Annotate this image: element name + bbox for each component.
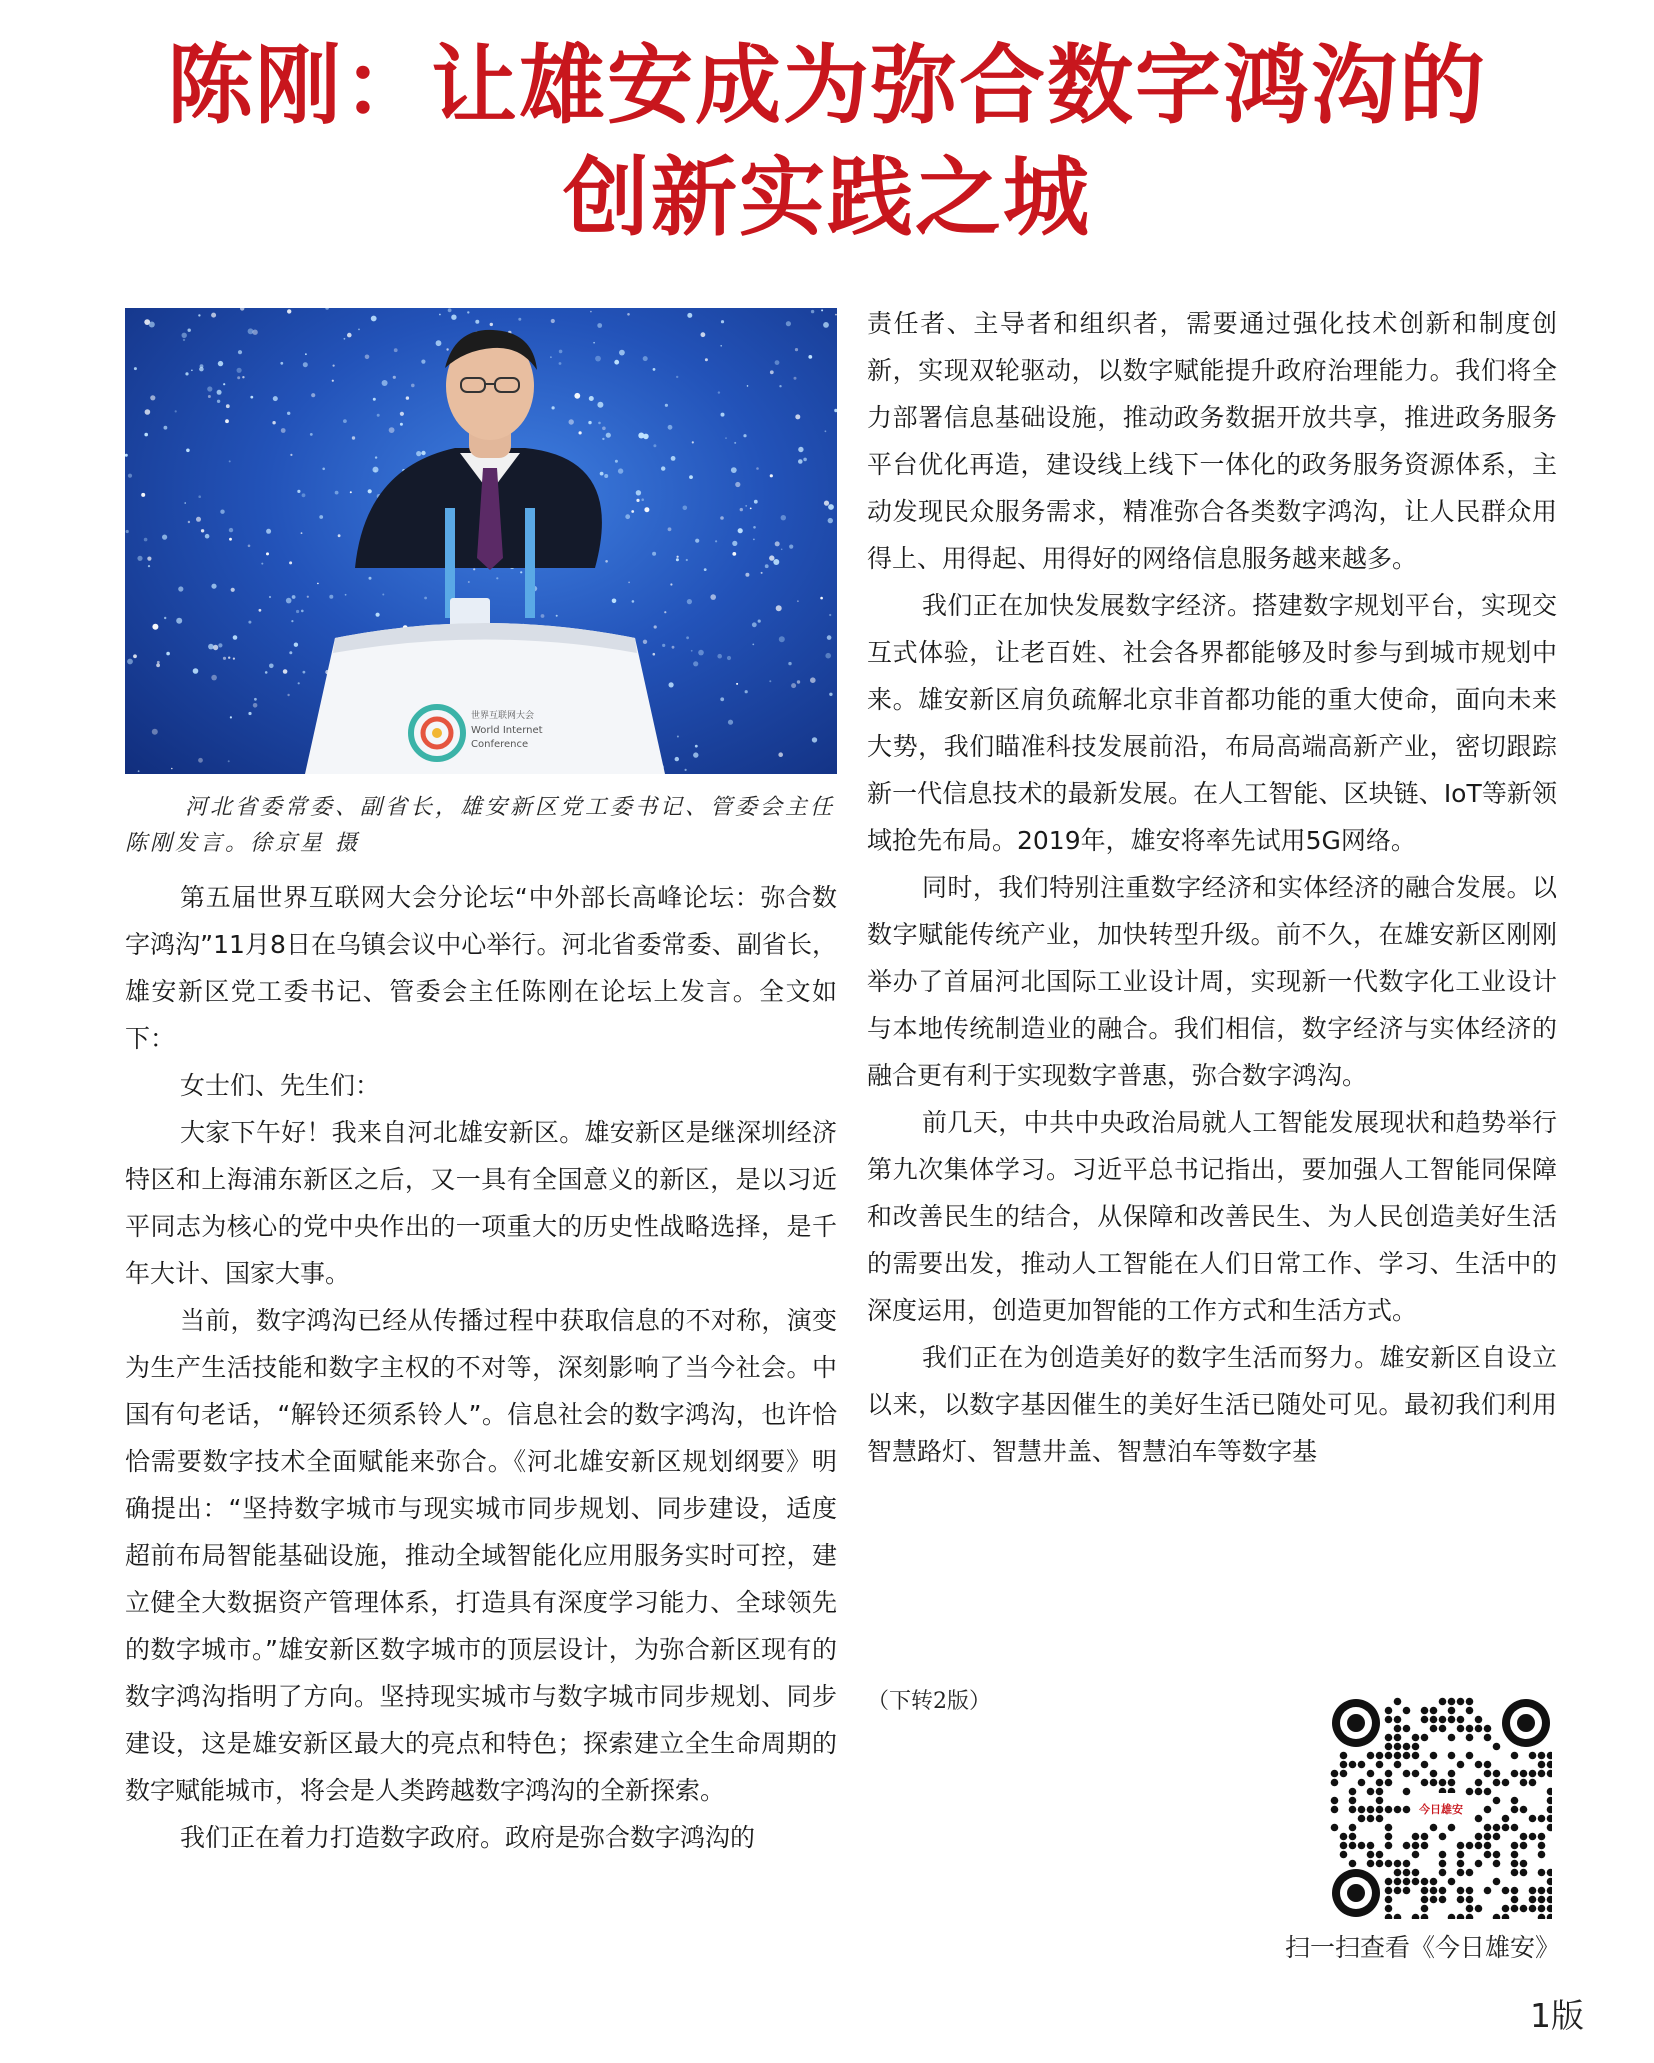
paragraph: 我们正在着力打造数字政府。政府是弥合数字鸿沟的 <box>180 1823 756 1852</box>
headline-line-1: 陈刚：让雄安成为弥合数字鸿沟的 <box>167 35 1487 136</box>
qr-code[interactable] <box>1330 1697 1552 1919</box>
photo-illustration <box>125 308 837 774</box>
speaker-photo <box>125 308 837 774</box>
paragraph: 当前，数字鸿沟已经从传播过程中获取信息的不对称，演变为生产生活技能和数字主权的不对等，深刻影响了当今社会。中国有句老话，“解铃还须系铃人”。信息社会的数字鸿沟，也许恰恰需要数字技术全面赋能来弥合。《河北雄安新区规划纲要》明确提出：“坚持数字城市与现实城市同步规划、同步建设，适度超前布局智能基础设施，推动全域智能化应用服务实时可控，建立健全大数据资产管理体系，打造具有深度学习能力、全球领先的数字城市。”雄安新区数字城市的顶层设计，为弥合新区现有的数字鸿沟指明了方向。坚持现实城市与数字城市同步规划、同步建设，这是雄安新区最大的亮点和特色；探索建立全生命周期的数字赋能城市，将会是人类跨越数字鸿沟的全新探索。 <box>125 1306 837 1805</box>
page-number: 1版 <box>1530 1996 1584 2035</box>
logo-en-2: Conference <box>471 739 529 750</box>
photo-caption: 河北省委常委、副省长，雄安新区党工委书记、管委会主任陈刚发言。徐京星 摄 <box>125 795 836 856</box>
headline <box>0 30 1654 254</box>
paragraph: 责任者、主导者和组织者，需要通过强化技术创新和制度创新，实现双轮驱动，以数字赋能提升政府治理能力。我们将全力部署信息基础设施，推动政务数据开放共享，推进政务服务平台优化再造，建设线上线下一体化的政务服务资源体系，主动发现民众服务需求，精准弥合各类数字鸿沟，让人民群众用得上、用得起、用得好的网络信息服务越来越多。 <box>867 309 1557 573</box>
qr-center-label: 今日雄安 <box>1419 1803 1463 1816</box>
speaker-figure <box>355 330 602 632</box>
paragraph: 我们正在加快发展数字经济。搭建数字规划平台，实现交互式体验，让老百姓、社会各界都能够及时参与到城市规划中来。雄安新区肩负疏解北京非首都功能的重大使命，面向未来大势，我们瞄准科技发展前沿，布局高端高新产业，密切跟踪新一代信息技术的最新发展。在人工智能、区块链、IoT等新领域抢先布局。2019年，雄安将率先试用5G网络。 <box>867 591 1557 855</box>
left-column <box>125 874 837 1861</box>
paragraph: 我们正在为创造美好的数字生活而努力。雄安新区自设立以来，以数字基因催生的美好生活已随处可见。最初我们利用智慧路灯、智慧井盖、智慧泊车等数字基 <box>867 1343 1557 1466</box>
logo-en-1: World Internet <box>471 725 543 736</box>
podium <box>305 623 665 774</box>
paragraph: 第五届世界互联网大会分论坛“中外部长高峰论坛：弥合数字鸿沟”11月8日在乌镇会议中心举行。河北省委常委、副省长，雄安新区党工委书记、管委会主任陈刚在论坛上发言。全文如下： <box>125 883 837 1053</box>
qr-caption: 扫一扫查看《今日雄安》 <box>1285 1933 1561 1962</box>
logo-cn: 世界互联网大会 <box>471 711 535 721</box>
paragraph: 大家下午好！我来自河北雄安新区。雄安新区是继深圳经济特区和上海浦东新区之后，又一具有全国意义的新区，是以习近平同志为核心的党中央作出的一项重大的历史性战略选择，是千年大计、国家大事。 <box>125 1118 837 1288</box>
continued-note: （下转2版） <box>867 1689 991 1714</box>
headline-line-2: 创新实践之城 <box>563 147 1091 248</box>
paragraph: 女士们、先生们： <box>180 1071 381 1100</box>
qr-code-graphic <box>1330 1697 1552 1919</box>
paragraph: 前几天，中共中央政治局就人工智能发展现状和趋势举行第九次集体学习。习近平总书记指出，要加强人工智能同保障和改善民生的结合，从保障和改善民生、为人民创造美好生活的需要出发，推动人工智能在人们日常工作、学习、生活中的深度运用，创造更加智能的工作方式和生活方式。 <box>867 1108 1557 1325</box>
paragraph: 同时，我们特别注重数字经济和实体经济的融合发展。以数字赋能传统产业，加快转型升级。前不久，在雄安新区刚刚举办了首届河北国际工业设计周，实现新一代数字化工业设计与本地传统制造业的融合。我们相信，数字经济与实体经济的融合更有利于实现数字普惠，弥合数字鸿沟。 <box>867 873 1557 1090</box>
right-column <box>867 300 1557 1475</box>
